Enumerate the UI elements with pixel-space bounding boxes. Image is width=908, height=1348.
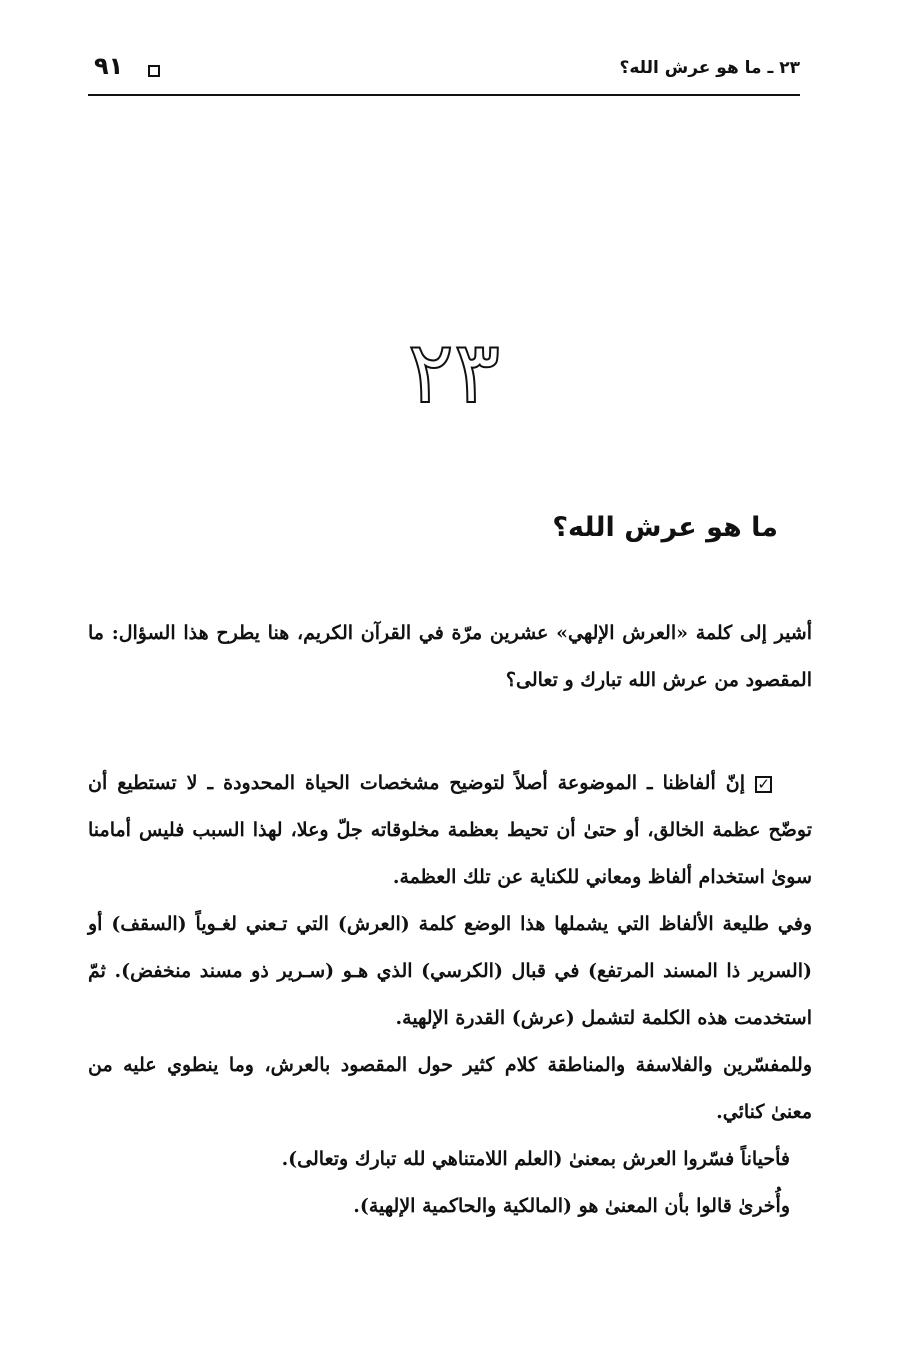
point-text-1: إنّ ألفاظنا ـ الموضوعة أصلاً لتوضيح مشخصات الحياة المحدودة ـ لا تستطيع أن توضّح عظمة الخالق، أو حتىٰ أن تحيط بعظمة مخلوقاته جلّ وعلا، لهذا السبب فليس أمامنا سوىٰ استخدام ألفاظ ومعاني للكناية عن تلك العظمة. bbox=[88, 772, 812, 888]
header-chapter-title: ٢٣ ـ ما هو عرش الله؟ bbox=[619, 58, 800, 78]
point-paragraph-5: وأُخرىٰ قالوا بأن المعنىٰ هو (المالكية والحاكمية الإلهية). bbox=[353, 1195, 790, 1217]
page-number: ٩١ bbox=[94, 52, 124, 80]
point-paragraph-4: فأحياناً فسّروا العرش بمعنىٰ (العلم اللامتناهي لله تبارك وتعالى). bbox=[281, 1148, 790, 1170]
chapter-number: ٢٣ bbox=[407, 323, 501, 423]
point-paragraph-3: وللمفسّرين والفلاسفة والمناطقة كلام كثير حول المقصود بالعرش، وما ينطوي عليه من معنىٰ كنائي. bbox=[88, 1054, 812, 1123]
running-header bbox=[88, 50, 800, 92]
point-paragraph-1 bbox=[88, 760, 812, 901]
checkbox-checked-icon bbox=[755, 776, 772, 793]
intro-text: أشير إلى كلمة «العرش الإلهي» عشرين مرّة في القرآن الكريم، هنا يطرح هذا السؤال: ما المقصود من عرش الله تبارك و تعالى؟ bbox=[88, 622, 812, 691]
check-mark-glyph: ✓ bbox=[757, 774, 770, 793]
intro-paragraph bbox=[88, 610, 812, 704]
square-outline-icon bbox=[148, 65, 160, 77]
header-divider bbox=[88, 94, 800, 96]
point-paragraph-2: وفي طليعة الألفاظ التي يشملها هذا الوضع كلمة (العرش) التي تـعني لغـوياً (السقف) أو (السرير ذا المسند المرتفع) في قبال (الكرسي) الذي هـو (سـرير ذو مسند منخفض). ثمّ استخدمت هذه الكلمة لتشمل (عرش) القدرة الإلهية. bbox=[88, 913, 812, 1029]
points-section bbox=[88, 760, 812, 1230]
section-heading: ما هو عرش الله؟ bbox=[552, 512, 778, 543]
